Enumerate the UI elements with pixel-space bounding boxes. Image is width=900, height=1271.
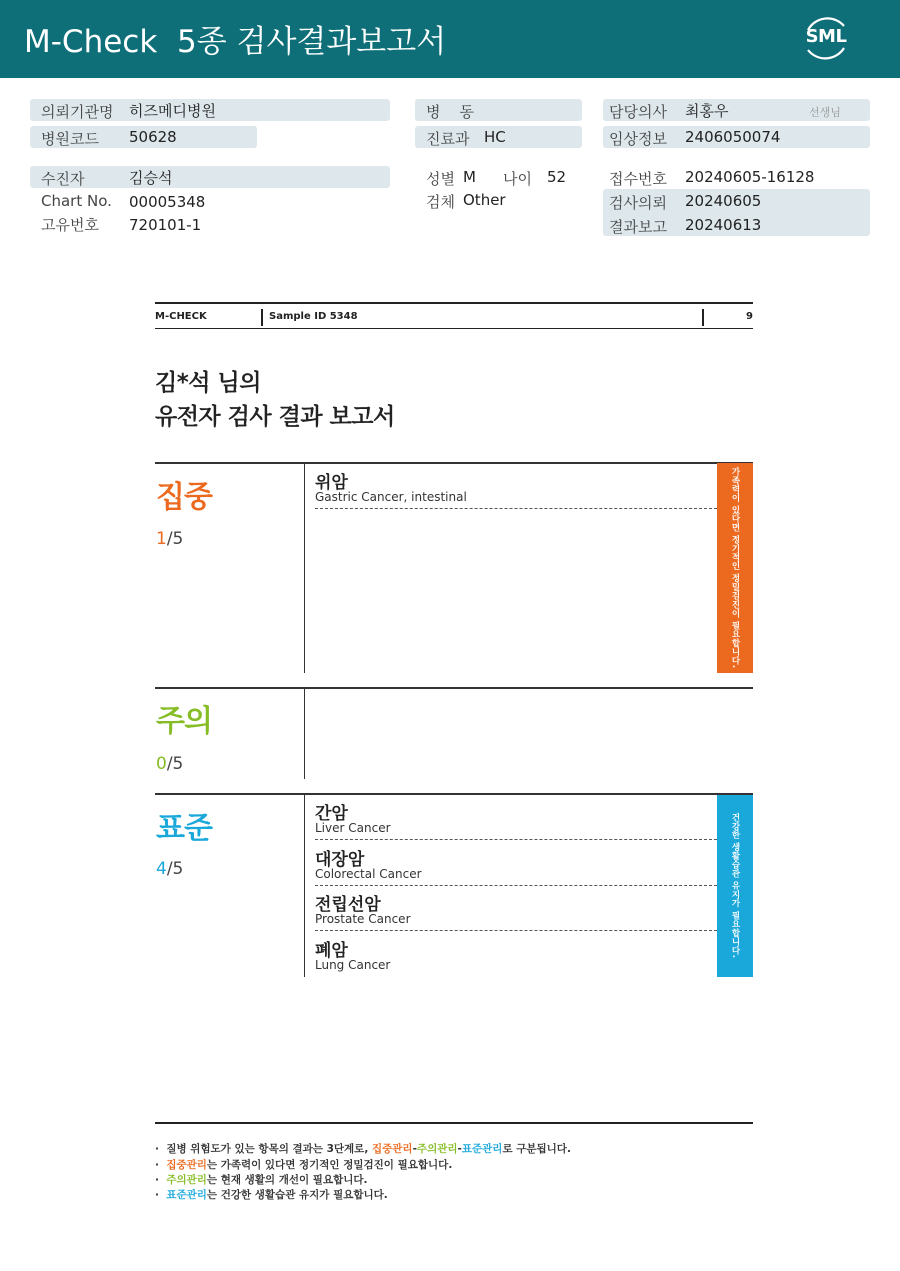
standard-item-en: Lung Cancer	[315, 958, 391, 972]
ward-label: 병 동	[426, 103, 475, 121]
focus-item-separator	[315, 508, 717, 509]
request-value: 20240605	[685, 192, 762, 210]
standard-count-value: 4	[156, 859, 167, 879]
standard-side-note: 건강한 생활습관 유지가 필요합니다.	[730, 813, 740, 959]
note-caution-term: 주의관리	[166, 1174, 207, 1186]
caution-count-value: 0	[156, 754, 167, 774]
report-title-line2: 유전자 검사 결과 보고서	[155, 404, 395, 430]
sml-logo	[800, 12, 852, 64]
focus-section-label: 집중	[156, 480, 212, 515]
report-sample-id: Sample ID 5348	[269, 311, 358, 322]
standard-item-en: Colorectal Cancer	[315, 867, 422, 881]
note-dash: -	[412, 1143, 417, 1155]
focus-section-divider	[304, 464, 305, 673]
focus-side-banner	[717, 463, 753, 673]
specimen-value: Other	[463, 191, 506, 209]
clinical-label: 임상정보	[609, 130, 667, 148]
note-line-1: · 질병 위험도가 있는 항목의 결과는 3단계로, 집중관리-주의관리-표준관리로 구분됩니다.	[155, 1143, 571, 1155]
report-header-title: M-Check 5종 검사결과보고서	[24, 24, 447, 60]
standard-section-rule	[155, 793, 753, 795]
focus-side-note: 가족력이 있다면 정기적인 정밀검진이 필요합니다.	[730, 467, 740, 669]
standard-item-en: Prostate Cancer	[315, 912, 411, 926]
note-standard-term: 표준관리	[166, 1189, 207, 1201]
standard-section-label: 표준	[156, 811, 212, 846]
focus-count-total: /5	[166, 529, 184, 549]
age-value: 52	[547, 168, 567, 186]
report-strip-divider	[702, 309, 704, 326]
chart-no-label: Chart No.	[41, 192, 112, 210]
report-brand: M-CHECK	[155, 311, 207, 322]
chart-no-value: 00005348	[129, 193, 206, 211]
doctor-value: 최홍우	[685, 102, 729, 120]
caution-section-count	[156, 754, 183, 774]
institution-value: 히즈메디병원	[129, 102, 216, 120]
sml-logo-text: SML	[805, 26, 847, 47]
report-title-line1: 김*석 님의	[155, 370, 261, 396]
focus-item-en: Gastric Cancer, intestinal	[315, 490, 467, 504]
note-line-2: · 집중관리는 가족력이 있다면 정기적인 정밀검진이 필요합니다.	[155, 1159, 453, 1171]
standard-item-separator	[315, 839, 717, 840]
note-text: 는 현재 생활의 개선이 필요합니다.	[206, 1174, 368, 1186]
caution-section-divider	[304, 689, 305, 779]
standard-item-ko: 대장암	[315, 850, 365, 870]
focus-section-rule	[155, 462, 753, 464]
doctor-suffix: 선생님	[809, 106, 841, 119]
hospital-code-label: 병원코드	[41, 130, 99, 148]
notes-top-rule	[155, 1122, 753, 1124]
doctor-label: 담당의사	[609, 103, 667, 121]
note-line-4: · 표준관리는 건강한 생활습관 유지가 필요합니다.	[155, 1189, 388, 1201]
report-label: 결과보고	[609, 218, 667, 236]
standard-section-divider	[304, 795, 305, 977]
note-focus-term: 집중관리	[166, 1159, 207, 1171]
report-header	[0, 0, 900, 78]
focus-section-count	[156, 529, 183, 549]
sex-label: 성별	[426, 170, 455, 188]
hospital-code-value: 50628	[129, 128, 177, 146]
report-page-number: 9	[746, 311, 753, 322]
institution-label: 의뢰기관명	[41, 103, 114, 121]
note-dash: -	[457, 1143, 462, 1155]
note-text: 는 건강한 생활습관 유지가 필요합니다.	[206, 1189, 388, 1201]
standard-item-en: Liver Cancer	[315, 821, 391, 835]
standard-item-ko: 간암	[315, 804, 348, 824]
caution-section-label: 주의	[156, 704, 212, 739]
dept-value: HC	[484, 128, 506, 146]
caution-count-total: /5	[166, 754, 184, 774]
note-line-3: · 주의관리는 현재 생활의 개선이 필요합니다.	[155, 1174, 368, 1186]
caution-section-rule	[155, 687, 753, 689]
note-caution-term: 주의관리	[416, 1143, 458, 1155]
id-no-label: 고유번호	[41, 216, 99, 234]
receipt-label: 접수번호	[609, 170, 667, 188]
standard-item-separator	[315, 885, 717, 886]
clinical-value: 2406050074	[685, 128, 781, 146]
standard-count-total: /5	[166, 859, 184, 879]
receipt-value: 20240605-16128	[685, 168, 815, 186]
standard-item-ko: 폐암	[315, 941, 348, 961]
focus-item-ko: 위암	[315, 473, 348, 493]
note-standard-term: 표준관리	[461, 1143, 503, 1155]
note-text: 는 가족력이 있다면 정기적인 정밀검진이 필요합니다.	[206, 1159, 453, 1171]
standard-section-count	[156, 859, 183, 879]
standard-item-ko: 전립선암	[315, 895, 381, 915]
report-strip-top-rule	[155, 302, 753, 304]
age-label: 나이	[503, 170, 532, 188]
focus-count-value: 1	[156, 529, 167, 549]
sex-value: M	[463, 168, 476, 186]
request-label: 검사의뢰	[609, 194, 667, 212]
report-strip-divider	[261, 309, 263, 326]
standard-side-banner	[717, 795, 753, 977]
report-strip-bottom-rule	[155, 328, 753, 329]
specimen-label: 검체	[426, 193, 455, 211]
dept-label: 진료과	[426, 130, 470, 148]
report-value: 20240613	[685, 216, 762, 234]
note-text: 로 구분됩니다.	[502, 1143, 571, 1155]
note-text: 질병 위험도가 있는 항목의 결과는 3단계로,	[166, 1143, 372, 1155]
patient-label: 수진자	[41, 170, 85, 188]
standard-item-separator	[315, 930, 717, 931]
id-no-value: 720101-1	[129, 216, 202, 234]
note-focus-term: 집중관리	[371, 1143, 413, 1155]
patient-value: 김승석	[129, 169, 173, 187]
